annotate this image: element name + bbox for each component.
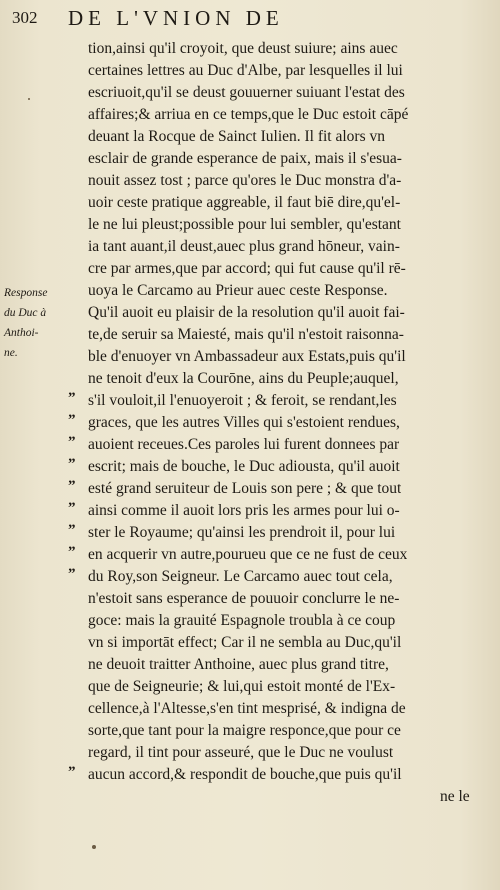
text-line: escrit; mais de bouche, le Duc adiousta, qu'il auoit <box>88 458 400 475</box>
margin-note <box>4 283 64 363</box>
text-line: ne deuoit traitter Anthoine, auec plus grand titre, <box>88 656 389 673</box>
text-line: esté grand seruiteur de Louis son pere ; & que tout <box>88 480 402 497</box>
quote-mark: ” <box>68 412 76 428</box>
text-line: sorte,que tant pour la maigre responce,que pour ce <box>88 722 401 739</box>
quote-mark: ” <box>68 456 76 472</box>
catchword: ne le <box>440 788 470 805</box>
text-line: escriuoit,qu'il se deust gouuerner suiuant l'estat des <box>88 84 405 101</box>
page-number: 302 <box>12 8 38 27</box>
text-line: ne tenoit d'eux la Courōne, ains du Peuple;auquel, <box>88 370 399 387</box>
ink-speck <box>92 845 96 849</box>
text-line: uoya le Carcamo au Prieur auec ceste Response. <box>88 282 388 299</box>
text-line: le ne lui pleust;possible pour lui sembler, qu'estant <box>88 216 401 233</box>
text-line: en acquerir vn autre,pourueu que ce ne fust de ceux <box>88 546 408 563</box>
text-line: ble d'enuoyer vn Ambassadeur aux Estats,puis qu'il <box>88 348 406 365</box>
quote-mark: ” <box>68 478 76 494</box>
text-line: graces, que les autres Villes qui s'estoient rendues, <box>88 414 400 431</box>
text-line: deuant la Rocque de Sainct Iulien. Il fit alors vn <box>88 128 385 145</box>
quote-mark: ” <box>68 390 76 406</box>
text-line: Qu'il auoit eu plaisir de la resolution qu'il auoit fai- <box>88 304 405 321</box>
text-line: esclair de grande esperance de paix, mais il s'esua- <box>88 150 402 167</box>
text-line: du Roy,son Seigneur. Le Carcamo auec tout cela, <box>88 568 393 585</box>
text-line: regard, il tint pour asseuré, que le Duc ne voulust <box>88 744 394 761</box>
text-line: affaires;& arriua en ce temps,que le Duc estoit cāpé <box>88 106 409 123</box>
margin-note-line: Response <box>4 287 48 299</box>
text-line: n'estoit sans esperance de pouuoir conclurre le ne- <box>88 590 400 607</box>
text-line: ia tant auant,il deust,auec plus grand hōneur, vain- <box>88 238 400 255</box>
text-line: uoir ceste pratique aggreable, il faut biē dire,qu'el- <box>88 194 401 211</box>
text-line: cre par armes,que par accord; qui fut cause qu'il rē- <box>88 260 406 277</box>
margin-note-line: Anthoi- <box>4 327 39 339</box>
margin-note-line: ne. <box>4 347 18 359</box>
text-line: te,de seruir sa Maiesté, mais qu'il n'estoit raisonna- <box>88 326 404 343</box>
text-line: s'il vouloit,il l'enuoyeroit ; & feroit, se rendant,les <box>88 392 397 409</box>
text-line: cellence,à l'Altesse,s'en tint mesprisé, & indigna de <box>88 700 406 717</box>
margin-note-line: du Duc à <box>4 307 47 319</box>
quote-mark: ” <box>68 544 76 560</box>
ink-speck <box>28 98 30 100</box>
quote-mark: ” <box>68 566 76 582</box>
text-line: goce: mais la grauité Espagnole troubla à ce coup <box>88 612 396 629</box>
running-head: DE L'VNION DE <box>68 6 284 30</box>
text-line: ainsi comme il auoit lors pris les armes pour lui o- <box>88 502 400 519</box>
quote-mark: ” <box>68 522 76 538</box>
text-line: tion,ainsi qu'il croyoit, que deust suiure; ains auec <box>88 40 398 57</box>
text-line: auoient receues.Ces paroles lui furent donnees par <box>88 436 400 453</box>
quote-mark: ” <box>68 500 76 516</box>
text-line: vn si importāt effect; Car il ne sembla au Duc,qu'il <box>88 634 402 651</box>
text-line: que de Seigneurie; & lui,qui estoit monté de l'Ex- <box>88 678 396 695</box>
quote-mark: ” <box>68 764 76 780</box>
text-line: ster le Royaume; qu'ainsi les prendroit il, pour lui <box>88 524 396 541</box>
quote-mark: ” <box>68 434 76 450</box>
text-line: certaines lettres au Duc d'Albe, par lesquelles il lui <box>88 62 403 79</box>
text-line: aucun accord,& respondit de bouche,que puis qu'il <box>88 766 402 783</box>
text-line: nouit assez tost ; parce qu'ores le Duc monstra d'a- <box>88 172 402 189</box>
